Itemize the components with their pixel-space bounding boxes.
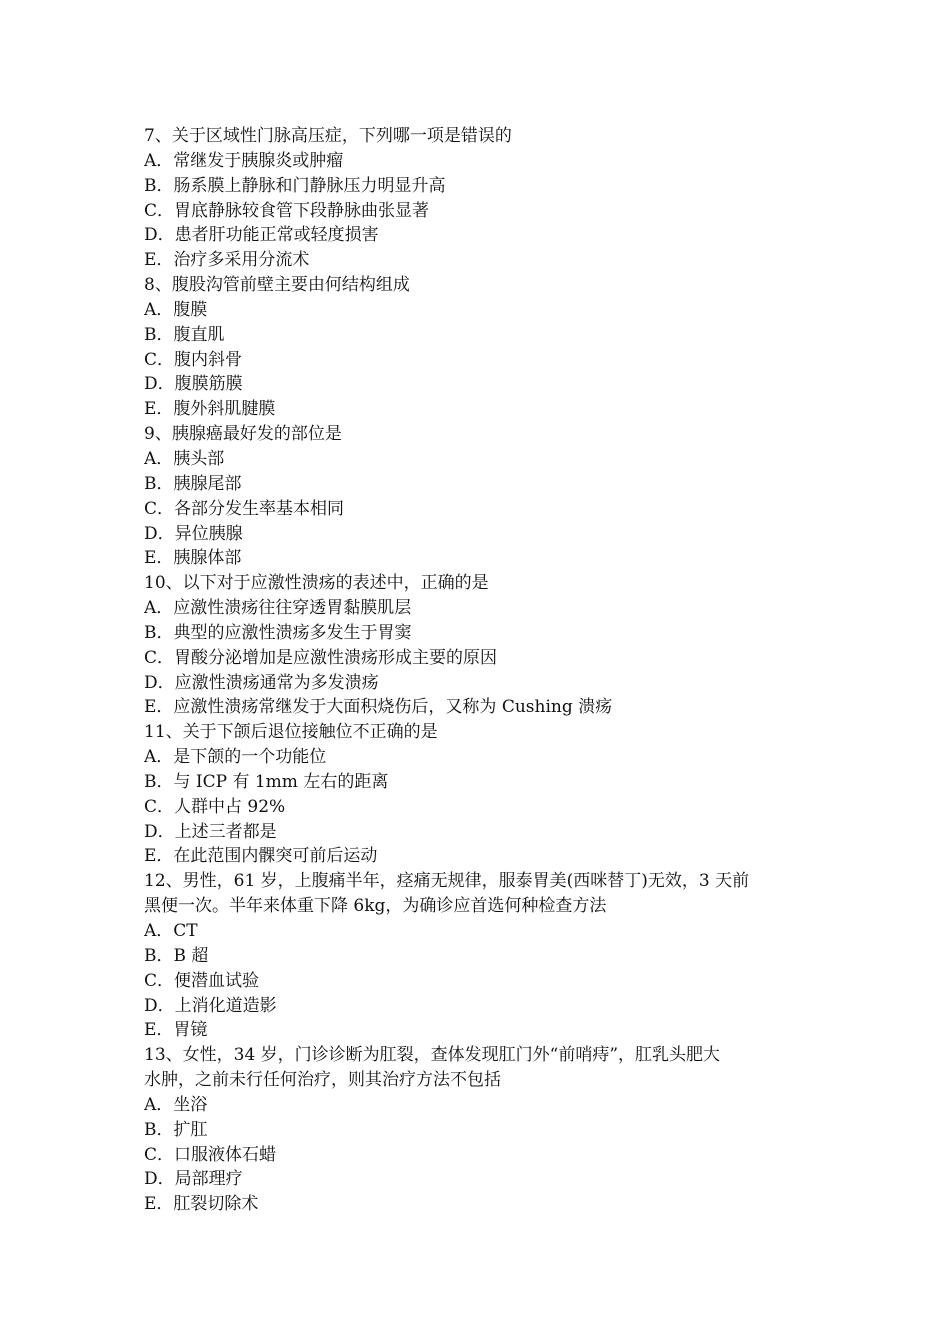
option-a: A．坐浴 xyxy=(144,1094,208,1115)
option-c: C．便潜血试验 xyxy=(144,970,260,991)
option-list xyxy=(144,1093,816,1217)
question-stem: 9、胰腺癌最好发的部位是 xyxy=(144,424,342,445)
option-b: B．与 ICP 有 1mm 左右的距离 xyxy=(144,771,389,792)
question-stem-line-1: 13、女性，34 岁，门诊诊断为肛裂，查体发现肛门外“前哨痔”，肛乳头肥大 xyxy=(144,1045,721,1066)
option-d: D．上述三者都是 xyxy=(144,821,277,842)
option-a: A．常继发于胰腺炎或肿瘤 xyxy=(144,150,344,171)
option-e: E．在此范围内髁突可前后运动 xyxy=(144,846,378,867)
option-d: D．异位胰腺 xyxy=(144,523,243,544)
option-list xyxy=(144,298,816,422)
question-7 xyxy=(144,124,816,273)
option-a: A．腹膜 xyxy=(144,299,208,320)
option-list xyxy=(144,596,816,720)
option-a: A．胰头部 xyxy=(144,448,225,469)
option-d: D．上消化道造影 xyxy=(144,995,277,1016)
option-b: B．肠系膜上静脉和门静脉压力明显升高 xyxy=(144,175,446,196)
option-c: C．人群中占 92% xyxy=(144,796,286,817)
question-list xyxy=(144,124,816,1217)
option-a: A．CT xyxy=(144,921,198,941)
option-list xyxy=(144,919,816,1043)
question-stem-line-1: 12、男性，61 岁，上腹痛半年，痉痛无规律，服泰胃美(西咪替丁)无效，3 天前 xyxy=(144,871,750,892)
option-b: B．胰腺尾部 xyxy=(144,473,242,494)
option-list xyxy=(144,745,816,869)
option-list xyxy=(144,447,816,571)
option-c: C．各部分发生率基本相同 xyxy=(144,498,345,519)
option-d: D．局部理疗 xyxy=(144,1169,243,1190)
option-e: E．治疗多采用分流术 xyxy=(144,250,310,271)
question-stem: 10、以下对于应激性溃疡的表述中，正确的是 xyxy=(144,573,489,594)
question-13 xyxy=(144,1043,816,1217)
option-a: A．是下颌的一个功能位 xyxy=(144,747,327,768)
question-10 xyxy=(144,571,816,720)
question-stem-line-2: 黑便一次。半年来体重下降 6kg，为确诊应首选何种检查方法 xyxy=(144,896,607,917)
option-e: E．胃镜 xyxy=(144,1020,208,1041)
option-d: D．患者肝功能正常或轻度损害 xyxy=(144,225,379,246)
option-c: C．胃酸分泌增加是应激性溃疡形成主要的原因 xyxy=(144,647,498,668)
option-b: B．扩肛 xyxy=(144,1119,208,1140)
option-b: B．B 超 xyxy=(144,945,209,966)
option-c: C．腹内斜骨 xyxy=(144,349,243,370)
option-c: C．胃底静脉较食管下段静脉曲张显著 xyxy=(144,200,430,221)
option-d: D．应激性溃疡通常为多发溃疡 xyxy=(144,672,379,693)
question-12 xyxy=(144,869,816,1043)
option-e: E．应激性溃疡常继发于大面积烧伤后，又称为 Cushing 溃疡 xyxy=(144,697,613,718)
option-b: B．典型的应激性溃疡多发生于胃窦 xyxy=(144,622,412,643)
option-d: D．腹膜筋膜 xyxy=(144,374,243,395)
option-e: E．腹外斜肌腱膜 xyxy=(144,399,276,420)
question-11 xyxy=(144,720,816,869)
question-stem: 11、关于下颌后退位接触位不正确的是 xyxy=(144,722,438,743)
question-9 xyxy=(144,422,816,571)
option-c: C．口服液体石蜡 xyxy=(144,1144,277,1165)
option-list xyxy=(144,149,816,273)
question-stem: 7、关于区域性门脉高压症，下列哪一项是错误的 xyxy=(144,126,512,146)
option-b: B．腹直肌 xyxy=(144,324,225,345)
option-e: E．肛裂切除术 xyxy=(144,1194,259,1215)
option-a: A．应激性溃疡往往穿透胃黏膜肌层 xyxy=(144,598,412,619)
question-stem-line-2: 水肿，之前未行任何治疗，则其治疗方法不包括 xyxy=(144,1070,501,1091)
question-stem: 8、腹股沟管前壁主要由何结构组成 xyxy=(144,275,410,296)
option-e: E．胰腺体部 xyxy=(144,548,242,569)
question-8 xyxy=(144,273,816,422)
